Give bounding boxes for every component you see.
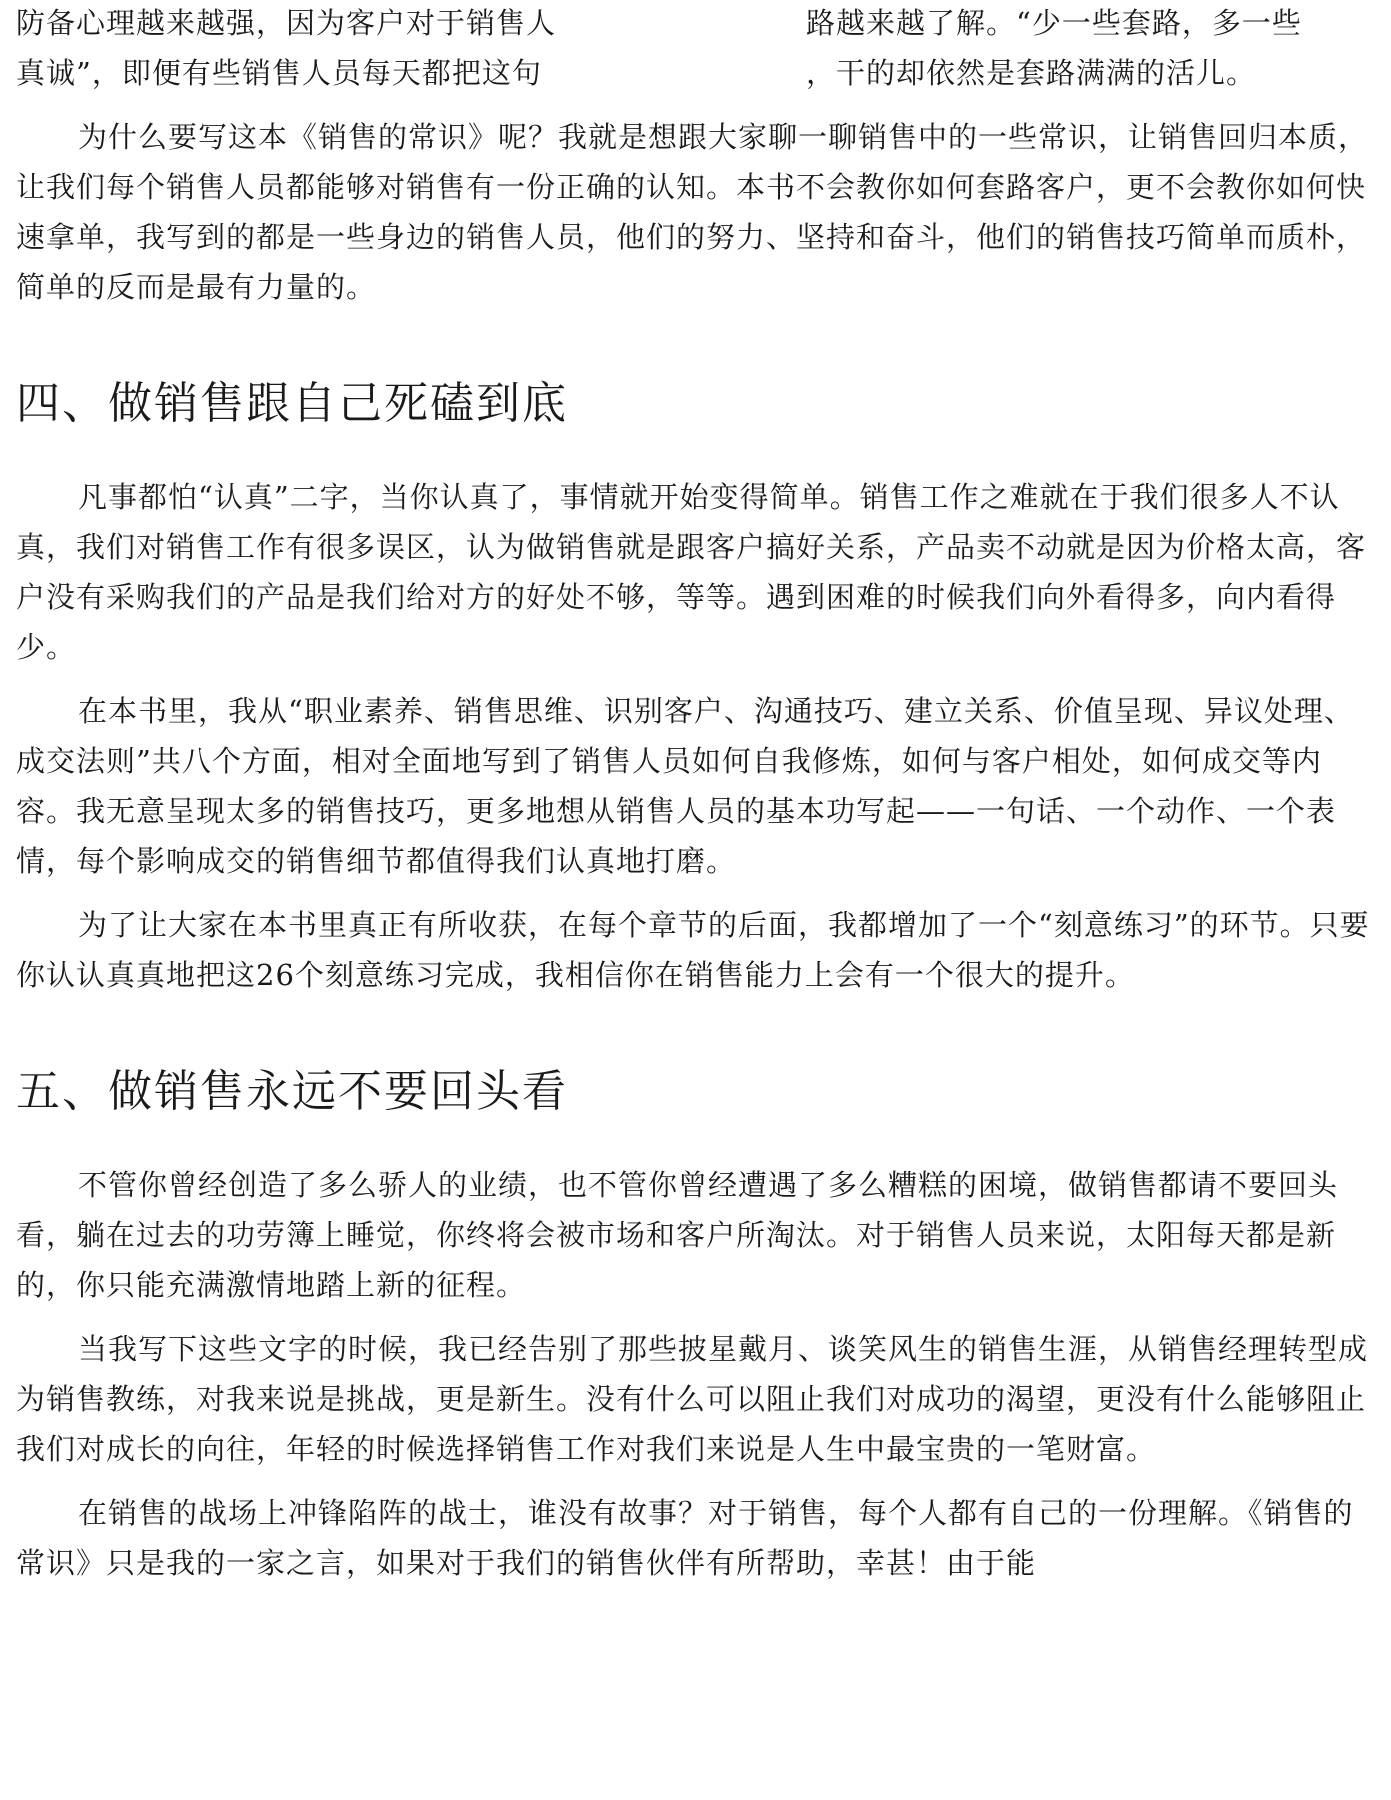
section-5-paragraph-2: 当我写下这些文字的时候，我已经告别了那些披星戴月、谈笑风生的销售生涯，从销售经理转型成为销售教练，对我来说是挑战，更是新生。没有什么可以阻止我们对成功的渴望，更没有什么能够阻止我们对成长的向往，年轻的时候选择销售工作对我们来说是人生中最宝贵的一笔财富。 xyxy=(16,1332,1369,1466)
section-4-paragraph-2: 在本书里，我从“职业素养、销售思维、识别客户、沟通技巧、建立关系、价值呈现、异议处理、成交法则”共八个方面，相对全面地写到了销售人员如何自我修炼，如何与客户相处，如何成交等内容。我无意呈现太多的销售技巧，更多地想从销售人员的基本功写起——一句话、一个动作、一个表情，每个影响成交的销售细节都值得我们认真地打磨。 xyxy=(16,694,1354,878)
intro-line-1-left: 防备心理越来越强，因为客户对于销售人 xyxy=(16,6,557,40)
section-4-paragraph-3: 为了让大家在本书里真正有所收获，在每个章节的后面，我都增加了一个“刻意练习”的环节。只要你认认真真地把这26个刻意练习完成，我相信你在销售能力上会有一个很大的提升。 xyxy=(16,908,1370,992)
intro-line-1 xyxy=(16,0,1376,48)
section-5-paragraph-3: 在销售的战场上冲锋陷阵的战士，谁没有故事？对于销售，每个人都有自己的一份理解。《销售的常识》只是我的一家之言，如果对于我们的销售伙伴有所帮助，幸甚！由于能 xyxy=(16,1496,1354,1580)
intro-paragraph: 为什么要写这本《销售的常识》呢？我就是想跟大家聊一聊销售中的一些常识，让销售回归本质，让我们每个销售人员都能够对销售有一份正确的认知。本书不会教你如何套路客户，更不会教你如何快速拿单，我写到的都是一些身边的销售人员，他们的努力、坚持和奋斗，他们的销售技巧简单而质朴，简单的反而是最有力量的。 xyxy=(16,120,1369,304)
intro-line-2 xyxy=(16,48,1376,98)
intro-line-2-right: ，干的却依然是套路满满的活儿。 xyxy=(806,56,1257,90)
section-4-paragraph-1: 凡事都怕“认真”二字，当你认真了，事情就开始变得简单。销售工作之难就在于我们很多人不认真，我们对销售工作有很多误区，认为做销售就是跟客户搞好关系，产品卖不动就是因为价格太高，客户没有采购我们的产品是我们给对方的好处不够，等等。遇到困难的时候我们向外看得多，向内看得少。 xyxy=(16,480,1367,664)
document-page xyxy=(16,0,1376,1588)
intro-line-1-right: 路越来越了解。“少一些套路，多一些 xyxy=(806,6,1302,40)
section-5-heading: 五、做销售永远不要回头看 xyxy=(16,1066,568,1117)
section-4-heading: 四、做销售跟自己死磕到底 xyxy=(16,378,568,429)
intro-line-2-left: 真诚”，即便有些销售人员每天都把这句 xyxy=(16,56,542,90)
section-5-paragraph-1: 不管你曾经创造了多么骄人的业绩，也不管你曾经遭遇了多么糟糕的困境，做销售都请不要回头看，躺在过去的功劳簿上睡觉，你终将会被市场和客户所淘汰。对于销售人员来说，太阳每天都是新的，你只能充满激情地踏上新的征程。 xyxy=(16,1168,1339,1302)
